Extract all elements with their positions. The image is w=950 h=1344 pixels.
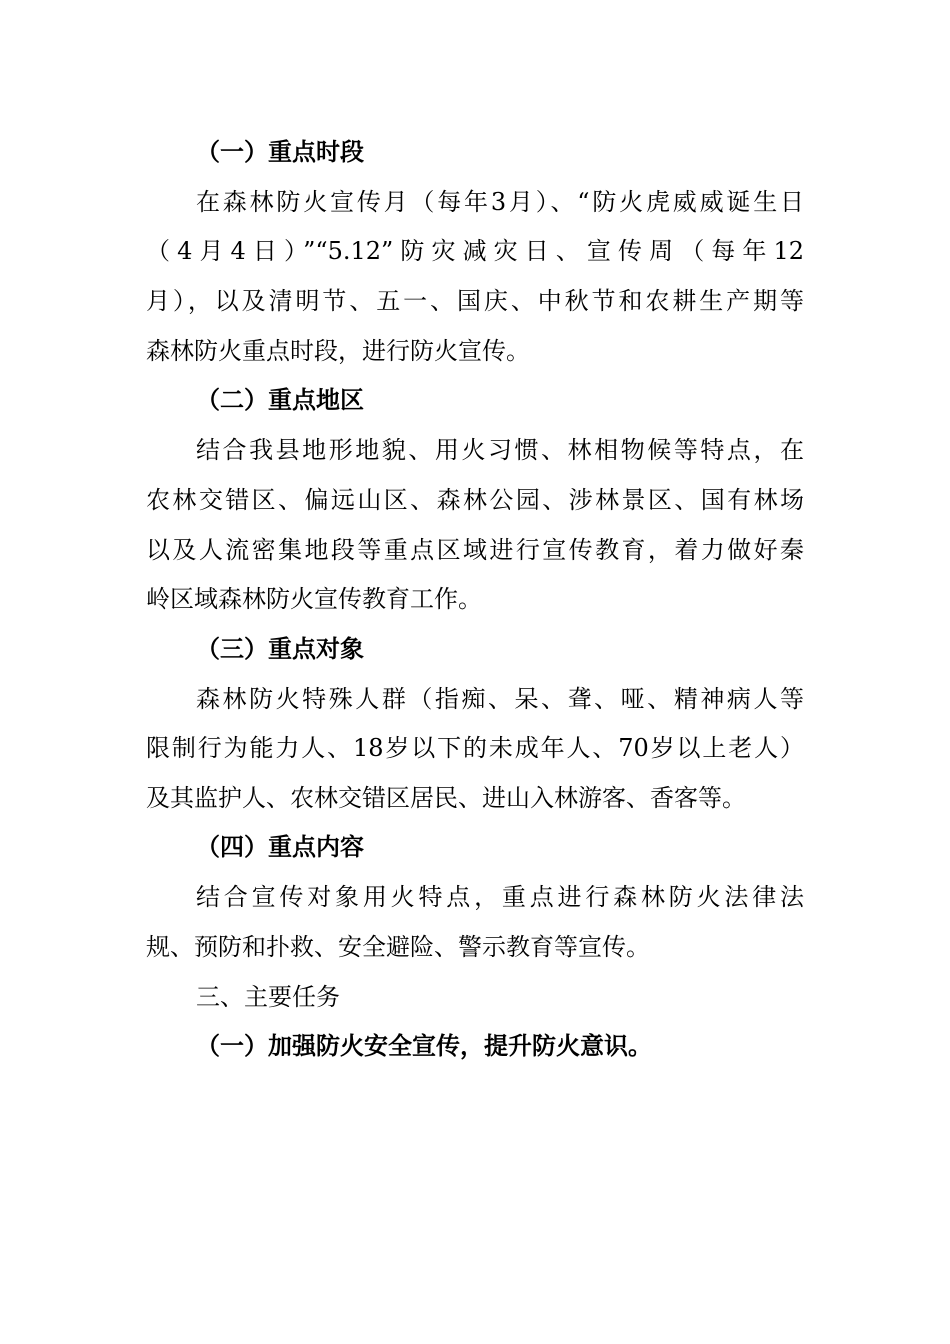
paragraph-line: 森林防火特殊人群（指痴、呆、聋、哑、精神病人等 (196, 685, 804, 713)
section-heading-areas: （二）重点地区 (196, 385, 364, 414)
paragraph-line: 结合我县地形地貌、用火习惯、林相物候等特点，在 (196, 436, 804, 464)
paragraph-line: 农林交错区、偏远山区、森林公园、涉林景区、国有林场 (146, 486, 804, 514)
paragraph-line: 森林防火重点时段，进行防火宣传。 (146, 337, 530, 365)
paragraph-line: 在森林防火宣传月（每年3月）、“防火虎威威诞生日 (196, 188, 804, 216)
section-heading-targets: （三）重点对象 (196, 634, 364, 663)
section-heading-periods: （一）重点时段 (196, 137, 364, 166)
paragraph-line: 及其监护人、农林交错区居民、进山入林游客、香客等。 (146, 784, 746, 812)
paragraph-line: 岭区域森林防火宣传教育工作。 (146, 585, 482, 613)
sub-section-heading: （一）加强防火安全宣传，提升防火意识。 (196, 1031, 652, 1060)
paragraph-line: 月），以及清明节、五一、国庆、中秋节和农耕生产期等 (146, 287, 804, 315)
paragraph-line: （4月4日）”“5.12”防灾减灾日、宣传周（每年12 (146, 237, 804, 265)
paragraph-line: 结合宣传对象用火特点，重点进行森林防火法律法 (196, 883, 804, 911)
paragraph-line: 限制行为能力人、18岁以下的未成年人、70岁以上老人） (146, 734, 804, 762)
paragraph-line: 以及人流密集地段等重点区域进行宣传教育，着力做好秦 (146, 536, 804, 564)
paragraph-line: 规、预防和扑救、安全避险、警示教育等宣传。 (146, 933, 650, 961)
section-heading-content: （四）重点内容 (196, 832, 364, 861)
main-section-heading: 三、主要任务 (196, 983, 340, 1011)
